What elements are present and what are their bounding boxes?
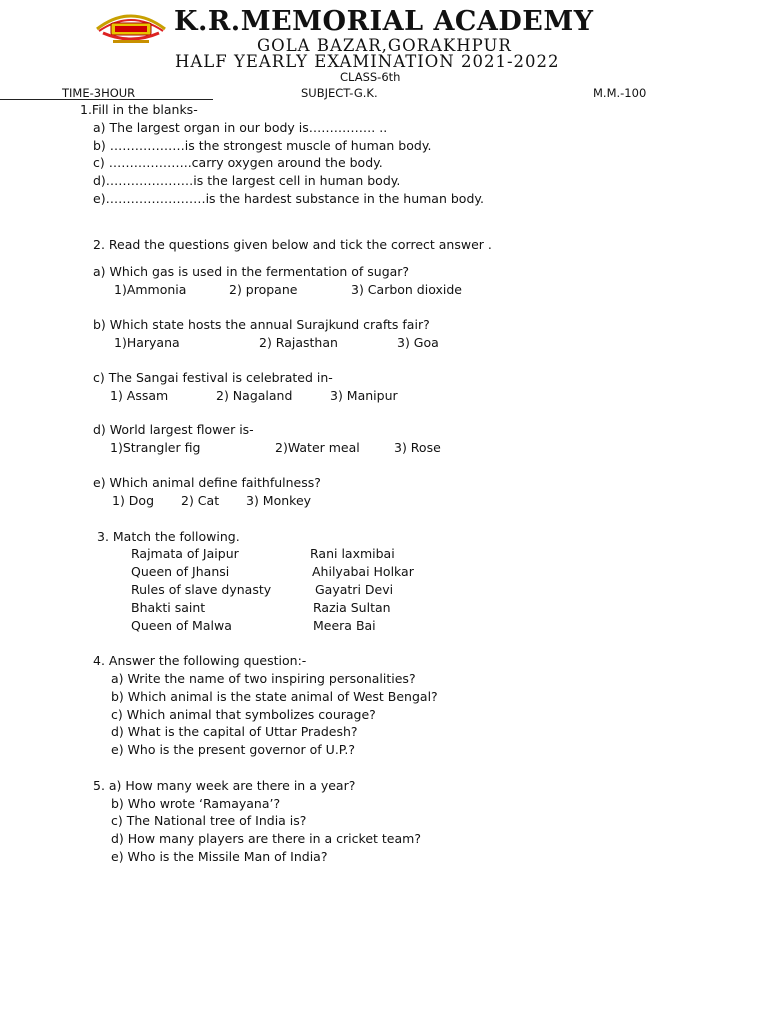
school-name: K.R.MEMORIAL ACADEMY xyxy=(174,6,594,37)
q2-option[interactable]: 2) Cat xyxy=(181,493,220,508)
exam-title: HALF YEARLY EXAMINATION 2021-2022 xyxy=(175,52,560,71)
q2-question: a) Which gas is used in the fermentation of sugar? xyxy=(93,264,410,279)
q4-item: d) What is the capital of Uttar Pradesh? xyxy=(111,724,358,739)
q2-option[interactable]: 1) Dog xyxy=(112,493,155,508)
q4-item: e) Who is the present governor of U.P.? xyxy=(111,742,355,757)
max-marks-label: M.M.-100 xyxy=(593,86,647,100)
q2-option[interactable]: 1)Strangler fig xyxy=(110,440,201,455)
q2-option[interactable]: 1)Haryana xyxy=(114,335,180,350)
q2-question: b) Which state hosts the annual Surajkund crafts fair? xyxy=(93,317,430,332)
match-left-item: Rajmata of Jaipur xyxy=(131,546,239,561)
q2-question: d) World largest flower is- xyxy=(93,422,254,437)
match-right-item: Razia Sultan xyxy=(313,600,391,615)
q2-option[interactable]: 3) Carbon dioxide xyxy=(351,282,462,297)
q2-question: e) Which animal define faithfulness? xyxy=(93,475,321,490)
q1-item: e)……………………is the hardest substance in the human body. xyxy=(93,191,484,206)
match-left-item: Rules of slave dynasty xyxy=(131,582,272,597)
subject-label: SUBJECT-G.K. xyxy=(301,86,378,100)
match-right-item: Meera Bai xyxy=(313,618,376,633)
q2-option[interactable]: 3) Manipur xyxy=(330,388,398,403)
q5-item: d) How many players are there in a cricket team? xyxy=(111,831,421,846)
q5-item: 5. a) How many week are there in a year? xyxy=(93,778,356,793)
q4-item: b) Which animal is the state animal of West Bengal? xyxy=(111,689,438,704)
header-rule xyxy=(0,99,213,100)
class-label: CLASS-6th xyxy=(340,70,401,84)
q1-item: c) ………………..carry oxygen around the body. xyxy=(93,155,383,170)
q2-option[interactable]: 2) propane xyxy=(229,282,298,297)
q5-item: e) Who is the Missile Man of India? xyxy=(111,849,328,864)
match-left-item: Queen of Malwa xyxy=(131,618,232,633)
q2-heading: 2. Read the questions given below and tick the correct answer . xyxy=(93,237,492,252)
q5-item: c) The National tree of India is? xyxy=(111,813,307,828)
q3-heading: 3. Match the following. xyxy=(97,529,240,544)
q2-option[interactable]: 3) Rose xyxy=(394,440,441,455)
q4-heading: 4. Answer the following question:- xyxy=(93,653,307,668)
q2-option[interactable]: 2)Water meal xyxy=(275,440,360,455)
q2-option[interactable]: 2) Nagaland xyxy=(216,388,293,403)
match-right-item: Ahilyabai Holkar xyxy=(312,564,414,579)
match-left-item: Bhakti saint xyxy=(131,600,206,615)
q2-option[interactable]: 3) Monkey xyxy=(246,493,312,508)
q2-option[interactable]: 1) Assam xyxy=(110,388,169,403)
school-logo xyxy=(93,9,169,47)
q2-question: c) The Sangai festival is celebrated in- xyxy=(93,370,333,385)
time-label: TIME-3HOUR xyxy=(62,86,136,100)
q1-item: d)…………………is the largest cell in human body. xyxy=(93,173,401,188)
q1-item: a) The largest organ in our body is……………. .. xyxy=(93,120,388,135)
match-left-item: Queen of Jhansi xyxy=(131,564,230,579)
q2-option[interactable]: 1)Ammonia xyxy=(114,282,187,297)
q5-item: b) Who wrote ‘Ramayana’? xyxy=(111,796,281,811)
q1-heading: 1.Fill in the blanks- xyxy=(80,102,198,117)
match-right-item: Rani laxmibai xyxy=(310,546,395,561)
school-address: GOLA BAZAR,GORAKHPUR xyxy=(257,36,512,55)
q2-option[interactable]: 3) Goa xyxy=(397,335,439,350)
q2-option[interactable]: 2) Rajasthan xyxy=(259,335,338,350)
q4-item: c) Which animal that symbolizes courage? xyxy=(111,707,376,722)
match-right-item: Gayatri Devi xyxy=(315,582,394,597)
q1-item: b) ………………is the strongest muscle of human body. xyxy=(93,138,432,153)
q4-item: a) Write the name of two inspiring personalities? xyxy=(111,671,416,686)
